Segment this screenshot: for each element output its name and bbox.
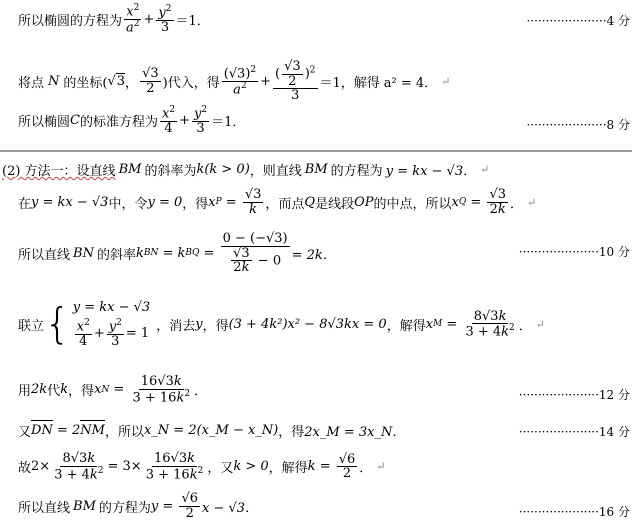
- fraction: $\frac{y^2}{3}$: [158, 3, 172, 35]
- fraction: $\frac{(√3)^2}{a^2}$: [223, 64, 257, 98]
- text: ，消去: [156, 318, 196, 334]
- var-y: y: [195, 316, 203, 332]
- text: 的方程为: [330, 164, 383, 179]
- text: ，而点: [265, 196, 305, 212]
- score-10: [519, 243, 630, 260]
- score-8: [526, 116, 630, 133]
- score-label: 16 分: [598, 505, 630, 519]
- text: (2) 方法一：设直线: [2, 164, 116, 179]
- text: 的坐标(: [63, 75, 108, 91]
- return-mark: ↵: [535, 317, 545, 331]
- var-2k: 2k: [31, 382, 48, 398]
- var-BM: BM: [304, 162, 328, 177]
- equation: 2x_M = 3x_N．: [304, 425, 406, 440]
- score-label: 10 分: [598, 245, 630, 259]
- text: = 2: [52, 423, 81, 438]
- line-system: 联立 { y = kx − √3 $\frac{x^2}{4}$ + $\frac{y^2}{3}$ = 1 ，消去 y ，得 (3 + 4k²)x² − 8√3kx = 0 ，解得 x M = $\frac{8√3k}{3 + 4k^2}$ ． ↵: [18, 299, 545, 349]
- return-mark: ↵: [441, 74, 451, 88]
- score-4: [526, 12, 630, 29]
- return-mark: ↵: [480, 163, 490, 176]
- text: 故: [18, 461, 32, 477]
- var-BM: BM: [73, 498, 96, 514]
- text: ＝1．: [211, 115, 246, 131]
- dots: ·····················: [518, 425, 599, 439]
- text: 所以椭圆: [18, 115, 71, 131]
- fraction: $\frac{y^2}{3}$: [193, 105, 208, 136]
- var-N: N: [48, 73, 60, 89]
- text: 所以直线: [18, 500, 71, 516]
- text: 又: [18, 425, 32, 440]
- text: 是线段: [315, 196, 355, 212]
- fraction: $\frac{√3}{2}$: [142, 66, 159, 96]
- text: 代: [47, 384, 61, 400]
- equation: (3 + 4k²)x² − 8√3kx = 0: [228, 316, 387, 332]
- text: 联立: [18, 318, 45, 334]
- text: ，得: [182, 196, 209, 212]
- line-final: 所以直线 BM 的方程为 y = $\frac{√6}{2}$ x − √3．: [18, 491, 259, 521]
- line-solve-k: 故 2× $\frac{8√3k}{3 + 4k^2}$ = 3× $\frac{16√3k}{3 + 16k^2}$ ，又 k > 0 ，解得 k = $\frac{√6}{2}$ ． ↵: [18, 451, 386, 482]
- text: 的斜率为: [144, 164, 197, 179]
- line-ellipse-equation: 所以椭圆的方程为 $\frac{x^2}{a^2}$ + $\frac{y^2}{3}$ ＝1．: [18, 3, 210, 36]
- line-standard-equation: 所以椭圆 C 的标准方程为 $\frac{x^2}{4}$ + $\frac{y^2}{3}$ ＝1．: [18, 105, 246, 136]
- return-mark: ↵: [527, 195, 537, 209]
- return-mark: ↵: [376, 460, 386, 474]
- score-14: [519, 423, 630, 440]
- dots: ·····················: [518, 505, 599, 519]
- fraction: 0 − (−√3) $\frac{√3}{2k}$ − 0: [222, 231, 288, 276]
- score-16: [519, 503, 630, 520]
- line-vector: [18, 421, 405, 440]
- text: 的中点，所以: [373, 196, 452, 212]
- fraction: ( $\frac{√3}{2}$ )$^2$ 3: [275, 59, 316, 104]
- fraction: $\frac{x^2}{4}$: [161, 105, 176, 136]
- text: 将点: [18, 75, 45, 91]
- line-substitute-N: 将点 N 的坐标( √ 3 ， $\frac{√3}{2}$ )代入，得 $\frac{(√3)^2}{a^2}$ + ( $\frac{√3}{2}$ )$^2$ 3 ＝1，解得 a² = 4． ↵: [18, 59, 451, 104]
- equation: x_N = 2(x_M − x_N): [143, 423, 279, 438]
- text: 中，令: [108, 196, 148, 212]
- fraction: $\frac{16√3k}{3 + 16k^2}$: [132, 374, 191, 405]
- var-k: k(k > 0): [196, 162, 250, 177]
- system: y = kx − √3 $\frac{x^2}{4}$ + $\frac{y^2}{3}$ = 1: [72, 300, 151, 349]
- text: )代入，得: [162, 75, 220, 91]
- text: ＝1，解得: [319, 75, 380, 91]
- fraction: $\frac{16√3k}{3 + 16k^2}$: [145, 451, 204, 482]
- text: 的标准方程为: [79, 115, 158, 131]
- fraction: $\frac{√6}{2}$: [181, 491, 198, 521]
- text: ，: [125, 75, 139, 91]
- line-xN: 用 2k 代 k ，得 x N = $\frac{16√3k}{3 + 16k^2}$ ．: [18, 374, 208, 405]
- fraction: $\frac{x^2}{a^2}$: [126, 3, 140, 36]
- score-label: 8 分: [606, 118, 630, 132]
- result: = 2k．: [291, 247, 336, 263]
- vector-NM: NM: [80, 423, 105, 438]
- text: 的方程为: [98, 500, 151, 516]
- equation: y = kx − √3: [31, 194, 109, 210]
- fraction: $\frac{√3}{2k}$: [489, 187, 506, 217]
- dots: ·····················: [518, 245, 599, 259]
- text: ，又: [207, 461, 234, 477]
- brace: {: [44, 299, 71, 349]
- var-Q: Q: [304, 194, 316, 210]
- text: ，解得: [268, 461, 308, 477]
- line-method-one: [2, 160, 489, 179]
- text: 的斜率: [96, 247, 136, 263]
- fraction: $\frac{√6}{2}$: [338, 451, 356, 482]
- result: a² = 4．: [383, 75, 438, 91]
- sqrt: √ 3: [107, 74, 126, 90]
- score-12: [519, 386, 630, 403]
- text: 所以直线: [18, 247, 71, 263]
- line-slope-BN: 所以直线 BN 的斜率 k BN = k BQ = 0 − (−√3) $\frac{√3}{2k}$ − 0 = 2k．: [18, 231, 336, 276]
- vector-DN: DN: [31, 423, 53, 438]
- text: ＝1．: [175, 13, 210, 29]
- dots: ·····················: [526, 118, 607, 132]
- text: ，得: [278, 425, 305, 440]
- fraction: $\frac{8√3k}{3 + 4k^2}$: [465, 308, 515, 340]
- text: 在: [18, 196, 32, 212]
- text: 用: [18, 384, 32, 400]
- var-k: k: [60, 382, 69, 398]
- condition: k > 0: [233, 459, 269, 475]
- var-BN: BN: [73, 245, 94, 261]
- dots: ·····················: [518, 388, 599, 402]
- divider: [0, 150, 632, 152]
- var-C: C: [70, 113, 80, 129]
- text: ，得: [202, 318, 229, 334]
- var-BM: BM: [118, 162, 142, 177]
- dots: ·····················: [526, 14, 607, 28]
- text: ，得: [68, 384, 95, 400]
- equation: y = 0: [147, 194, 183, 210]
- text: 所以椭圆的方程为: [18, 13, 123, 29]
- fraction: $\frac{8√3k}{3 + 4k^2}$: [54, 451, 104, 482]
- text: ，则直线: [249, 164, 302, 179]
- var-OP: OP: [354, 194, 374, 210]
- line-find-xQ: 在 y = kx − √3 中，令 y = 0 ，得 x P = $\frac{√3}{k}$ ，而点 Q 是线段 OP 的中点，所以 x Q = $\frac{√3}{2k}$ ． ↵: [18, 187, 537, 217]
- equation: y = kx − √3: [72, 300, 151, 315]
- fraction: $\frac{√3}{k}$: [244, 187, 262, 217]
- score-label: 4 分: [606, 14, 630, 28]
- score-label: 14 分: [598, 425, 630, 439]
- equation: y = kx − √3．: [385, 164, 477, 179]
- score-label: 12 分: [598, 388, 630, 402]
- text: ，解得: [386, 318, 426, 334]
- equation: x − √3．: [202, 500, 259, 516]
- text: ，所以: [104, 425, 144, 440]
